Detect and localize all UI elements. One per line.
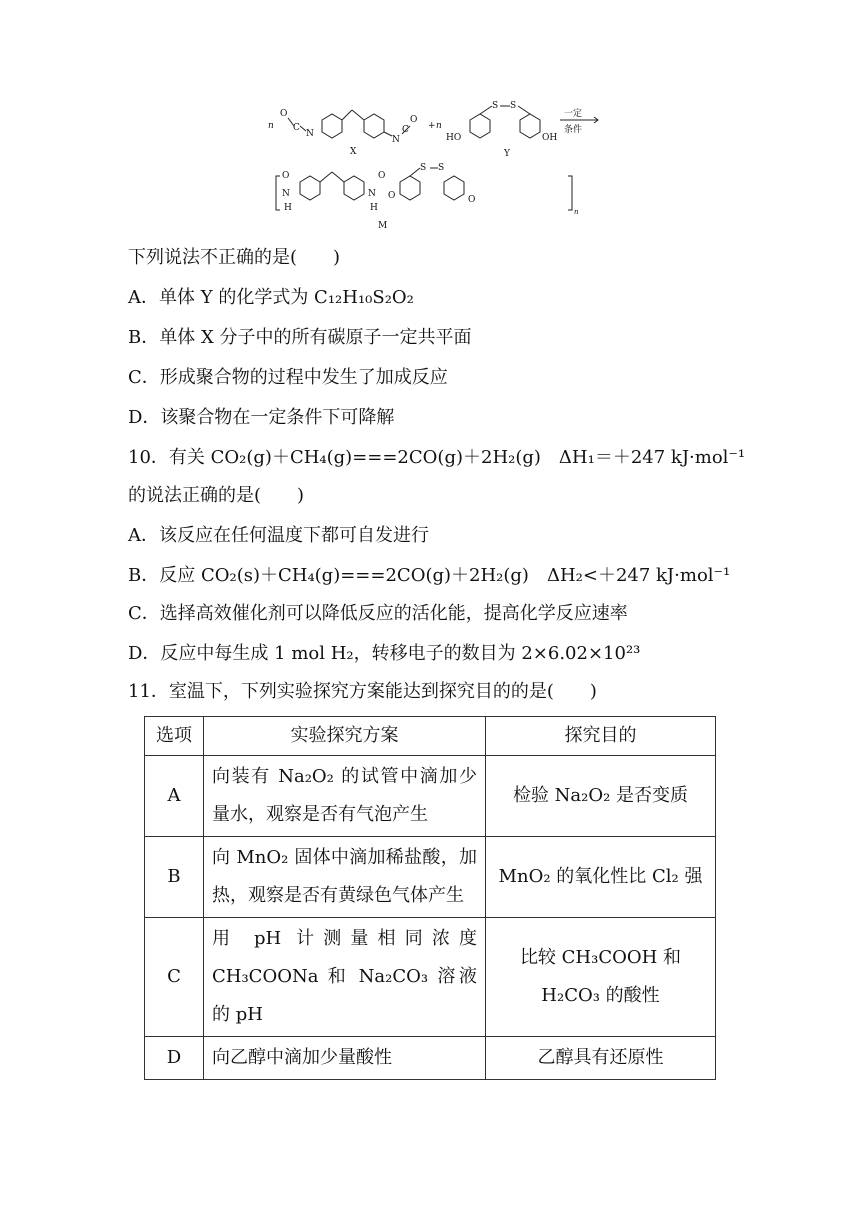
y-s-atom-2: S bbox=[510, 101, 517, 111]
table-row bbox=[145, 756, 716, 837]
x-n-atom-right: N bbox=[392, 135, 400, 145]
m-n-atom-2: N bbox=[368, 189, 376, 199]
label-m: M bbox=[378, 221, 388, 231]
x-n-atom-left: N bbox=[306, 129, 314, 139]
x-c-atom-right: C bbox=[402, 125, 409, 135]
y-n-coefficient: n bbox=[436, 121, 442, 131]
q10-stem-line2: 的说法正确的是( ) bbox=[128, 485, 305, 506]
q11-stem: 11．室温下，下列实验探究方案能达到探究目的的是( ) bbox=[128, 681, 597, 702]
label-y: Y bbox=[504, 149, 510, 159]
m-s-atom-2: S bbox=[438, 163, 445, 173]
y-s-atom-1: S bbox=[492, 101, 499, 111]
m-o-atom-2: O bbox=[378, 171, 386, 181]
row-a-goal: 检验 Na₂O₂ 是否变质 bbox=[486, 756, 716, 837]
row-b-goal: MnO₂ 的氧化性比 Cl₂ 强 bbox=[486, 837, 716, 918]
table-row bbox=[145, 918, 716, 1037]
reaction-scheme-svg bbox=[260, 98, 600, 238]
q9-option-c: C．形成聚合物的过程中发生了加成反应 bbox=[128, 367, 448, 388]
row-d-plan: 向乙醇中滴加少量酸性 bbox=[204, 1037, 486, 1080]
m-s-atom-1: S bbox=[420, 163, 427, 173]
row-d-goal: 乙醇具有还原性 bbox=[486, 1037, 716, 1080]
table-header-row bbox=[145, 717, 716, 756]
header-plan: 实验探究方案 bbox=[204, 717, 486, 756]
y-ho-group: HO bbox=[446, 133, 462, 143]
x-o-atom-right: O bbox=[410, 115, 418, 125]
m-h-atom-1: H bbox=[284, 203, 292, 213]
row-c-plan: 用 pH 计测量相同浓度 CH₃COONa 和 Na₂CO₃ 溶液的 pH bbox=[204, 918, 486, 1037]
q10-option-c: C．选择高效催化剂可以降低反应的活化能，提高化学反应速率 bbox=[128, 603, 628, 624]
plus-sign: + bbox=[428, 121, 436, 131]
row-d-option: D bbox=[145, 1037, 204, 1080]
row-a-plan: 向装有 Na₂O₂ 的试管中滴加少量水，观察是否有气泡产生 bbox=[204, 756, 486, 837]
q9-stem: 下列说法不正确的是( ) bbox=[128, 247, 341, 268]
q10-option-b: B．反应 CO₂(s)＋CH₄(g)===2CO(g)＋2H₂(g) ΔH₂<＋247 kJ·mol⁻¹ bbox=[128, 565, 731, 586]
q10-stem-line1: 10．有关 CO₂(g)＋CH₄(g)===2CO(g)＋2H₂(g) ΔH₁＝＋247 kJ·mol⁻¹ bbox=[128, 447, 746, 468]
m-n-subscript: n bbox=[574, 208, 579, 216]
row-b-plan: 向 MnO₂ 固体中滴加稀盐酸，加热，观察是否有黄绿色气体产生 bbox=[204, 837, 486, 918]
q10-option-d: D．反应中每生成 1 mol H₂，转移电子的数目为 2×6.02×10²³ bbox=[128, 643, 641, 664]
m-o-atom-1: O bbox=[282, 171, 290, 181]
m-h-atom-2: H bbox=[370, 203, 378, 213]
condition-top: 一定 bbox=[564, 109, 583, 119]
row-b-option: B bbox=[145, 837, 204, 918]
header-goal: 探究目的 bbox=[486, 717, 716, 756]
x-o-atom-left: O bbox=[280, 109, 288, 119]
x-n-coefficient: n bbox=[268, 121, 274, 131]
label-x: X bbox=[350, 147, 357, 157]
y-oh-group: OH bbox=[542, 133, 558, 143]
m-o-atom-4: O bbox=[468, 195, 476, 205]
reaction-scheme-figure bbox=[260, 98, 600, 238]
q11-options-table bbox=[144, 716, 716, 1080]
row-c-goal: 比较 CH₃COOH 和 H₂CO₃ 的酸性 bbox=[486, 918, 716, 1037]
table-row bbox=[145, 1037, 716, 1080]
row-c-option: C bbox=[145, 918, 204, 1037]
x-c-atom-left: C bbox=[293, 123, 300, 133]
table-row bbox=[145, 837, 716, 918]
m-o-atom-3: O bbox=[388, 191, 396, 201]
header-option: 选项 bbox=[145, 717, 204, 756]
m-n-atom-1: N bbox=[282, 189, 290, 199]
q9-option-d: D．该聚合物在一定条件下可降解 bbox=[128, 407, 395, 428]
q9-option-a: A．单体 Y 的化学式为 C₁₂H₁₀S₂O₂ bbox=[128, 287, 414, 308]
row-a-option: A bbox=[145, 756, 204, 837]
q9-option-b: B．单体 X 分子中的所有碳原子一定共平面 bbox=[128, 327, 472, 348]
condition-bottom: 条件 bbox=[564, 125, 583, 135]
q10-option-a: A．该反应在任何温度下都可自发进行 bbox=[128, 525, 429, 546]
